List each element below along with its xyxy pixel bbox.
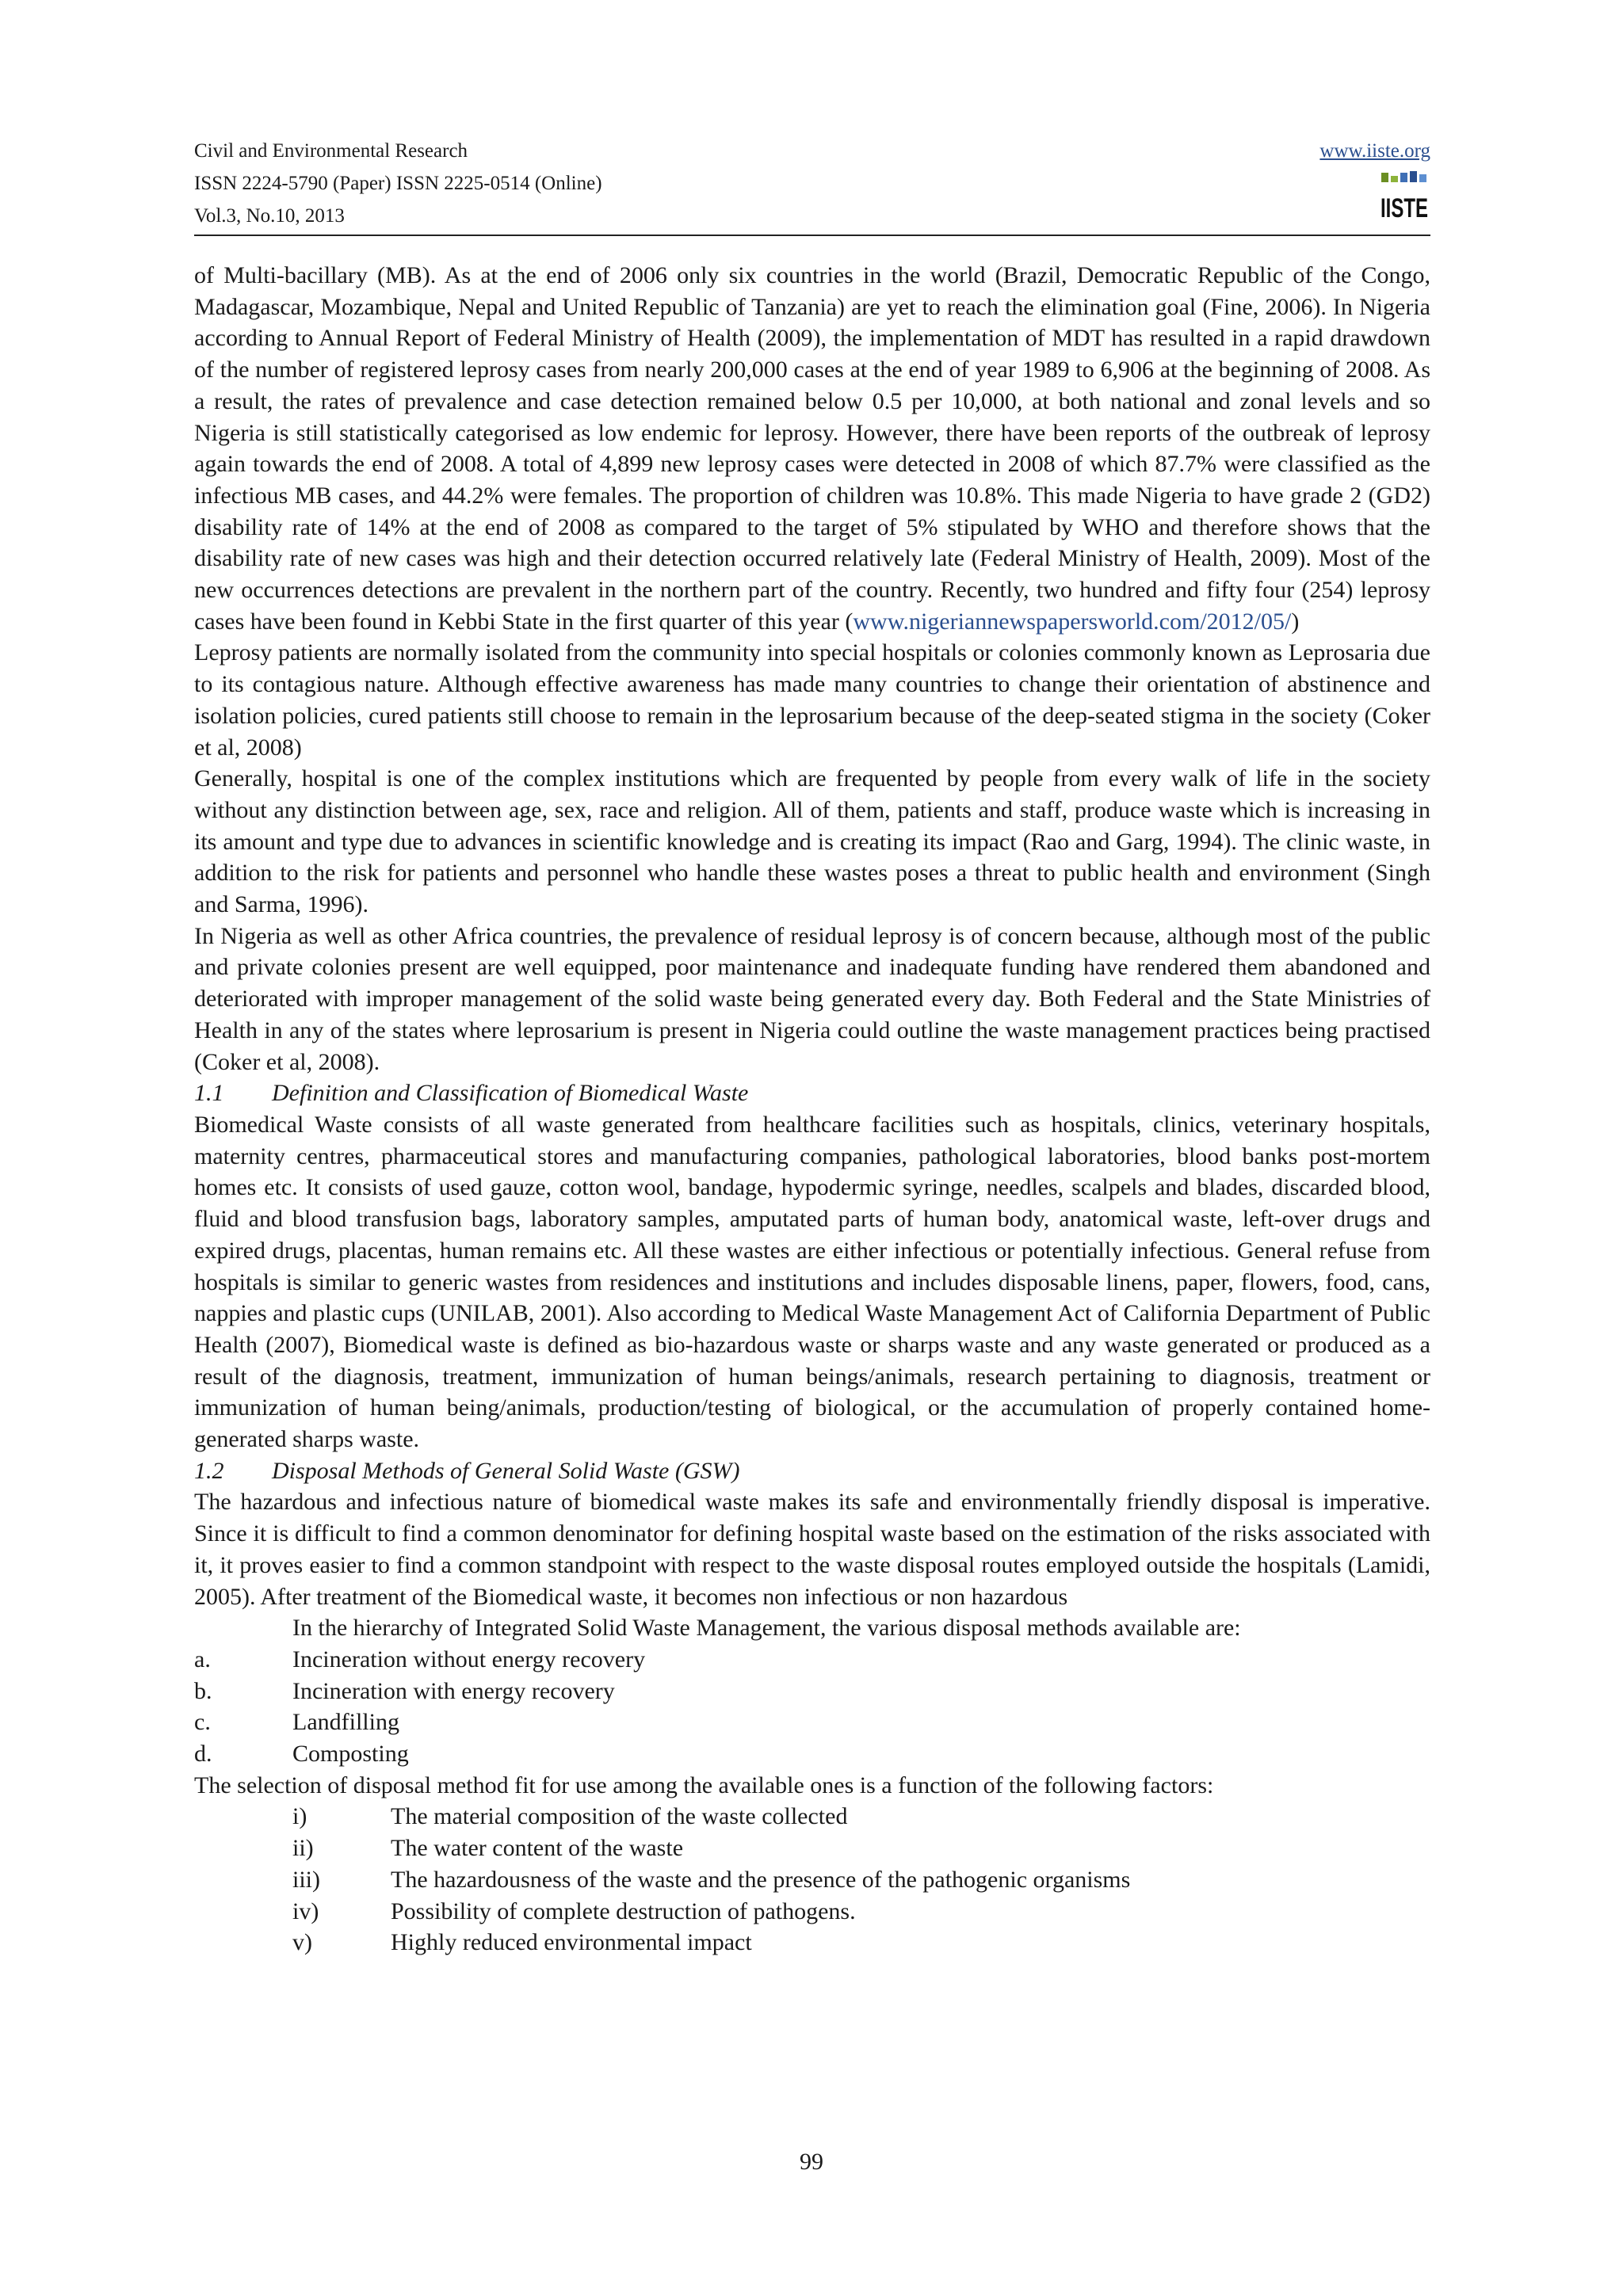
list-item: iii) The hazardousness of the waste and the presence of the pathogenic organisms bbox=[292, 1866, 1131, 1893]
paragraph-leprosaria: Leprosy patients are normally isolated from the community into special hospitals or colonies commonly known as Leprosaria due to its contagious nature. Although effective awareness has made many countries to change their orientation of abstinence and isolation policies, cured patients still choose to remain in the leprosarium because of the deep-seated stigma in the society (Coker et al, 2008) bbox=[194, 639, 1430, 761]
issn-line: ISSN 2224-5790 (Paper) ISSN 2225-0514 (Online) bbox=[194, 173, 602, 194]
list-item: a. Incineration without energy recovery bbox=[194, 1646, 646, 1672]
selection-factors-list bbox=[194, 1801, 1430, 1958]
volume-line: Vol.3, No.10, 2013 bbox=[194, 205, 345, 227]
article-body bbox=[194, 260, 1430, 1958]
page-number: 99 bbox=[800, 2149, 823, 2175]
list-item: d. Composting bbox=[194, 1741, 409, 1768]
list-item: iv) Possibility of complete destruction of pathogens. bbox=[292, 1897, 856, 1924]
section-heading-1-1: 1.1 Definition and Classification of Biomedical Waste bbox=[194, 1080, 749, 1107]
list-item: c. Landfilling bbox=[194, 1709, 399, 1736]
paragraph-disposal-hierarchy: In the hierarchy of Integrated Solid Waste Management, the various disposal methods available are: bbox=[292, 1615, 1241, 1642]
journal-title: Civil and Environmental Research bbox=[194, 140, 468, 162]
list-item: ii) The water content of the waste bbox=[292, 1835, 684, 1862]
list-item: b. Incineration with energy recovery bbox=[194, 1677, 615, 1704]
paragraph-leprosy-statistics: of Multi-bacillary (MB). As at the end of 2006 only six countries in the world (Brazil, Democratic Republic of the Congo, Madagascar, Mozambique, Nepal and United Republic of Tanzania) are yet to reach the elimination goal (Fine, 2006). In Nigeria according to Annual Report of Federal Ministry of Health (2009), the implementation of MDT has resulted in a rapid drawdown of the number of registered leprosy cases from nearly 200,000 cases at the end of year 1989 to 6,906 at the beginning of 2008. As a result, the rates of prevalence and case detection remained below 0.5 per 10,000, at both national and zonal levels and so Nigeria is still statistically categorised as low endemic for leprosy. However, there have been reports of the outbreak of leprosy again towards the end of 2008. A total of 4,899 new leprosy cases were detected in 2008 of which 87.7% were classified as the infectious MB cases, and 44.2% were females. The proportion of children was 10.8%. This made Nigeria to have grade 2 (GD2) disability rate of 14% at the end of 2008 as compared to the target of 5% stipulated by WHO and therefore shows that the disability rate of new cases was high and their detection occurred relatively late (Federal Ministry of Health, 2009). Most of the new occurrences detections are prevalent in the northern part of the country. Recently, two hundred and fifty four (254) leprosy cases have been found in Kebbi State in the first quarter of this year (www.nigeriannewspapersworld.com/2012/05/) bbox=[194, 262, 1430, 635]
list-item: v) Highly reduced environmental impact bbox=[292, 1929, 752, 1956]
paragraph-nigeria-leprosy: In Nigeria as well as other Africa countries, the prevalence of residual leprosy is of concern because, although most of the public and private colonies present are well equipped, poor maintenance and inadequate funding have rendered them abandoned and deteriorated with improper management of the solid waste being generated every day. Both Federal and the State Ministries of Health in any of the states where leprosarium is present in Nigeria could outline the waste management practices being practised (Coker et al, 2008). bbox=[194, 922, 1430, 1075]
iiste-logo bbox=[1378, 171, 1430, 223]
paragraph-biomedical-waste-definition: Biomedical Waste consists of all waste generated from healthcare facilities such as hospitals, clinics, veterinary hospitals, maternity centres, pharmaceutical stores and manufacturing companies, pathological laboratories, blood banks post-mortem homes etc. It consists of used gauze, cotton wool, bandage, hypodermic syringe, needles, scalpels and blades, discarded blood, fluid and blood transfusion bags, laboratory samples, amputated parts of human body, anatomical waste, left-over drugs and expired drugs, placentas, human remains etc. All these wastes are either infectious or potentially infectious. General refuse from hospitals is similar to generic wastes from residences and institutions and includes disposable linens, paper, flowers, food, cans, nappies and plastic cups (UNILAB, 2001). Also according to Medical Waste Management Act of California Department of Public Health (2007), Biomedical waste is defined as bio-hazardous waste or sharps waste and any waste generated or produced as a result of the diagnosis, treatment, immunization of human beings/animals, research pertaining to diagnosis, treatment or immunization of human being/animals, production/testing of biological, or the accumulation of properly contained home-generated sharps waste. bbox=[194, 1111, 1430, 1453]
nigerian-newspapers-link[interactable]: www.nigeriannewspapersworld.com/2012/05/ bbox=[853, 608, 1292, 635]
disposal-methods-list bbox=[194, 1644, 1430, 1770]
paragraph-hospital-waste: Generally, hospital is one of the complex institutions which are frequented by people from every walk of life in the society without any distinction between age, sex, race and religion. All of them, patients and staff, produce waste which is increasing in its amount and type due to advances in scientific knowledge and is creating its impact (Rao and Garg, 1994). The clinic waste, in addition to the risk for patients and personnel who handle these wastes poses a threat to public health and environment (Singh and Sarma, 1996). bbox=[194, 765, 1430, 918]
list-item: i) The material composition of the waste collected bbox=[292, 1803, 848, 1830]
section-heading-1-2: 1.2 Disposal Methods of General Solid Waste (GSW) bbox=[194, 1457, 740, 1484]
paragraph-selection-factors: The selection of disposal method fit for use among the available ones is a function of the following factors: bbox=[194, 1772, 1214, 1798]
page-header bbox=[194, 135, 1430, 232]
header-divider bbox=[194, 235, 1430, 236]
paragraph-disposal-nature: The hazardous and infectious nature of biomedical waste makes its safe and environmentally friendly disposal is imperative. Since it is difficult to find a common denominator for defining hospital waste based on the estimation of the risks associated with it, it proves easier to find a common standpoint with respect to the waste disposal routes employed outside the hospitals (Lamidi, 2005). After treatment of the Biomedical waste, it becomes non infectious or non hazardous bbox=[194, 1489, 1430, 1610]
logo-lettering: IISTE bbox=[1381, 193, 1428, 223]
journal-website-link[interactable]: www.iiste.org bbox=[1319, 140, 1430, 162]
